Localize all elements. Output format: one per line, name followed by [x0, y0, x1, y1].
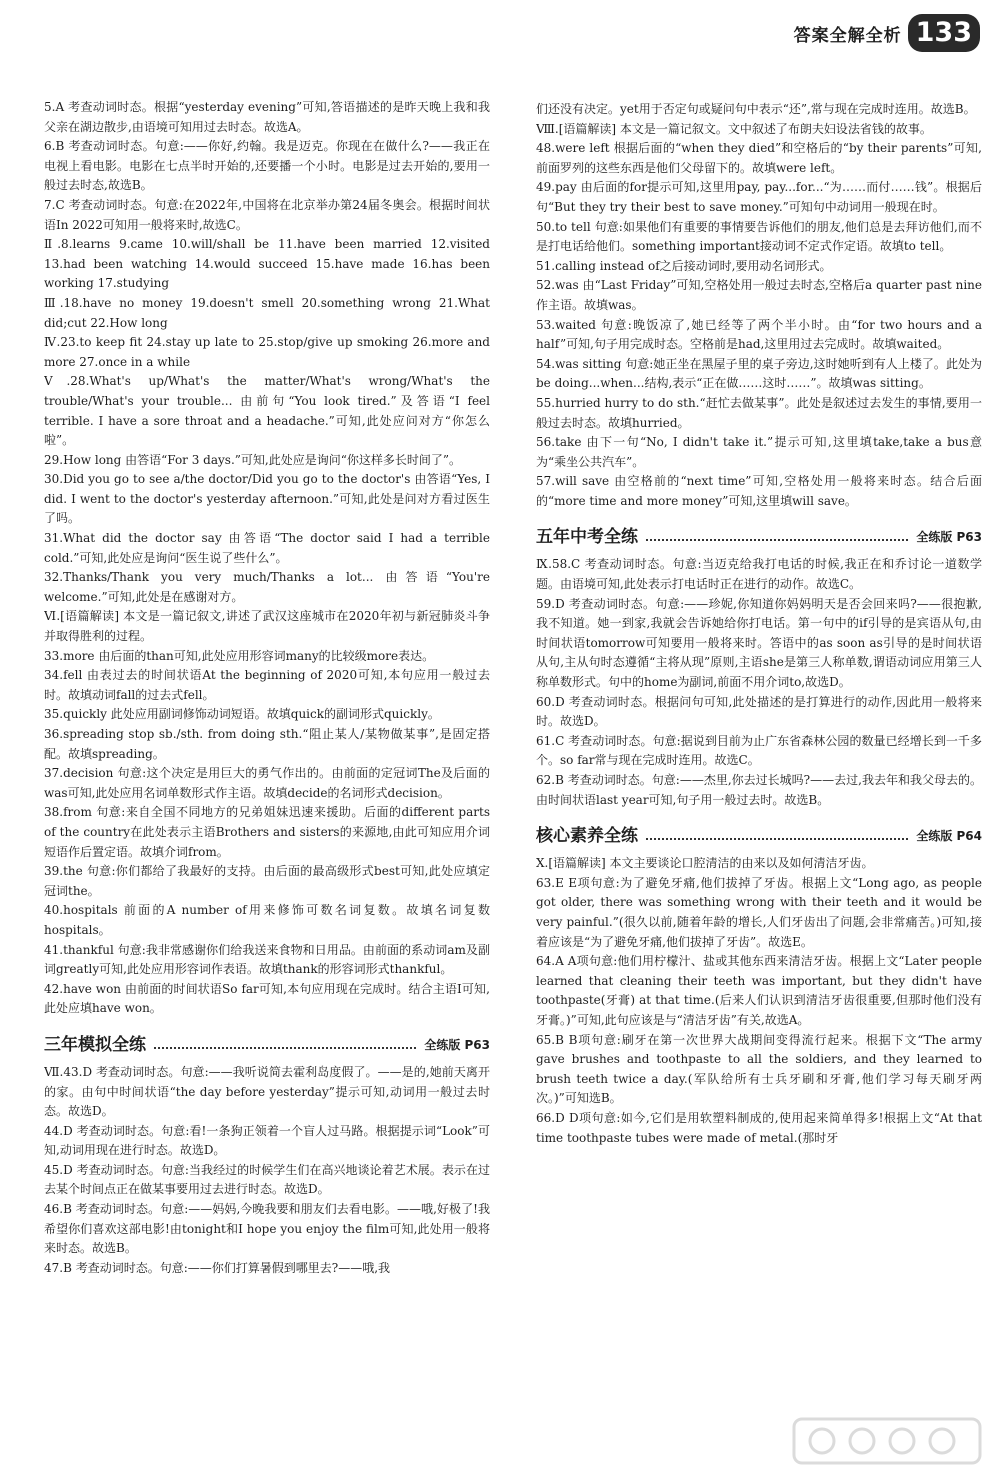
- answer-item: 36.spreading stop sb./sth. from doing sth.“阻止某人/某物做某事”,是固定搭配。故填spreading。: [44, 727, 490, 761]
- answer-item: 50.to tell 句意:如果他们有重要的事情要告诉他们的朋友,他们总是去拜访他们,而不是打电话给他们。something important接动词不定式作定语。故填to tell。: [536, 219, 982, 254]
- answer-item: Ⅹ.[语篇解读] 本文主要谈论口腔清洁的由来以及如何清洁牙齿。: [536, 856, 874, 871]
- section-ref: 全练版 P63: [916, 530, 982, 545]
- answer-item: 49.pay 由后面的for提示可知,这里用pay, pay...for...“为……而付……钱”。根据后句“But they try their best to save money.”可知句中动词用一般现在时。: [536, 180, 982, 214]
- answer-item: 34.fell 由表过去的时间状语At the beginning of 2020可知,本句应用一般过去时。故填动词fall的过去式fell。: [44, 668, 490, 702]
- answer-item: Ⅶ.43.D 考查动词时态。句意:——我听说简去霍利岛度假了。——是的,她前天离开的家。由句中时间状语“the day before yesterday”提示可知,动词用一般过去时态。故选D。: [44, 1064, 490, 1119]
- section-header-five-year: [536, 521, 982, 547]
- section-header-core: [536, 820, 982, 846]
- answer-item: 54.was sitting 句意:她正坐在黑屋子里的桌子旁边,这时她听到有人上楼了。此处为be doing...when...结构,表示“正在做……这时……”。故填was sitting。: [536, 356, 982, 391]
- answer-item: 6.B 考查动词时态。句意:——你好,约翰。我是迈克。你现在在做什么?——我正在电视上看电影。电影在七点半时开始的,还要播一个小时。电影是过去开始的,要用一般过去时态,故选B。: [44, 139, 490, 193]
- answer-item: 37.decision 句意:这个决定是用巨大的勇气作出的。由前面的定冠词The及后面的was可知,此处应用名词单数形式作主语。故填decide的名词形式decision。: [44, 766, 490, 800]
- answer-item: 39.the 句意:你们都给了我最好的支持。由后面的最高级形式best可知,此处应填定冠词the。: [44, 864, 490, 898]
- right-answers: [536, 100, 982, 511]
- answer-item: Ⅷ.[语篇解读] 本文是一篇记叙文。文中叙述了布朗夫妇设法省钱的故事。: [536, 121, 932, 136]
- answer-item: 47.B 考查动词时态。句意:——你们打算暑假到哪里去?——哦,我: [44, 1260, 391, 1275]
- answer-item: 52.was 由“Last Friday”可知,空格处用一般过去时态,空格后a quarter past nine作主语。故填was。: [536, 278, 982, 312]
- answer-item: 40.hospitals 前面的A number of用来修饰可数名词复数。故填名词复数hospitals。: [44, 903, 490, 937]
- right-column: [536, 100, 982, 1480]
- dotted-leader: [646, 838, 908, 840]
- answer-item: 7.C 考查动词时态。句意:在2022年,中国将在北京举办第24届冬奥会。根据时间状语In 2022可知用一般将来时,故选C。: [44, 197, 490, 232]
- page-header: [794, 10, 980, 56]
- answer-item: 55.hurried hurry to do sth.“赶忙去做某事”。此处是叙述过去发生的事情,要用一般过去时态。故填hurried。: [536, 395, 982, 430]
- dotted-leader: [646, 539, 908, 541]
- answer-item: Ⅱ.8.learns 9.came 10.will/shall be 11.have been married 12.visited 13.had been watching 14.would succeed 15.have made 16.has been working 17.studying: [44, 237, 490, 291]
- answer-item: 30.Did you go to see a/the doctor/Did you go to the doctor's 由答语“Yes, I did. I went to the doctor's yesterday afternoon.”可知,此处是问对方看过医生了吗。: [44, 472, 490, 526]
- answer-item: 60.D 考查动词时态。根据问句可知,此处描述的是打算进行的动作,因此用一般将来时。故选D。: [536, 694, 982, 729]
- right-answers-3: [536, 854, 982, 1148]
- left-answers-2: [44, 1063, 490, 1279]
- answer-item: 56.take 由下一句“No, I didn't take it.”提示可知,这里填take,take a bus意为“乘坐公共汽车”。: [536, 435, 982, 469]
- answer-item: 46.B 考查动词时态。句意:——妈妈,今晚我要和朋友们去看电影。——哦,好极了!我希望你们喜欢这部电影!由tonight和I hope you enjoy the film可知,此处用一般将来时态。故选B。: [44, 1202, 490, 1256]
- left-answers: [44, 98, 490, 1019]
- answer-item: 51.calling instead of之后接动词时,要用动名词形式。: [536, 258, 832, 273]
- answer-item: 5.A 考查动词时态。根据“yesterday evening”可知,答语描述的是昨天晚上我和我父亲在湖边散步,由语境可知用过去时态。故选A。: [44, 100, 490, 134]
- answer-item: 们还没有决定。yet用于否定句或疑问句中表示“还”,常与现在完成时连用。故选B。: [536, 102, 976, 116]
- page-number: 133: [908, 14, 980, 52]
- answer-item: 61.C 考查动词时态。句意:据说到目前为止广东省森林公园的数量已经增长到一千多个。so far常与现在完成时连用。故选C。: [536, 733, 982, 768]
- section-ref: 全练版 P63: [424, 1037, 490, 1052]
- answer-item: 48.were left 根据后面的“when they died”和空格后的“by their parents”可知,前面罗列的这些东西是他们父母留下的。故填were left。: [536, 141, 982, 175]
- section-title: 三年模拟全练: [44, 1034, 146, 1055]
- answer-item: Ⅴ.28.What's up/What's the matter/What's wrong/What's the trouble/What's your trouble... 由前句“You look tired.”及答语“I feel terrible. I have a sore throat and a headache.”可知,此处应问对方“你怎么啦”。: [44, 374, 490, 448]
- answer-item: Ⅲ.18.have no money 19.doesn't smell 20.something wrong 21.What did;cut 22.How long: [44, 295, 490, 330]
- answer-item: 45.D 考查动词时态。句意:当我经过的时候学生们在高兴地谈论着艺术展。表示在过去某个时间点正在做某事要用过去进行时态。故选D。: [44, 1162, 490, 1197]
- answer-item: 33.more 由后面的than可知,此处应用形容词many的比较级more表达。: [44, 648, 435, 663]
- answer-item: Ⅵ.[语篇解读] 本文是一篇记叙文,讲述了武汉这座城市在2020年初与新冠肺炎斗争并取得胜利的过程。: [44, 609, 490, 644]
- answer-item: 31.What did the doctor say 由答语“The doctor said I had a terrible cold.”可知,此处应是询问“医生说了些什么”。: [44, 531, 490, 565]
- answer-item: 53.waited 句意:晚饭凉了,她已经等了两个半小时。由“for two hours and a half”可知,句子用完成时态。空格前是had,这里用过去完成时。故填waited。: [536, 317, 982, 352]
- answer-item: 62.B 考查动词时态。句意:——杰里,你去过长城吗?——去过,我去年和我父母去的。由时间状语last year可知,句子用一般过去时。故选B。: [536, 773, 982, 807]
- answer-item: 38.from 句意:来自全国不同地方的兄弟姐妹迅速来援助。后面的different parts of the country在此处表示主语Brothers and sisters的来源地,由此可知应用介词短语作后置定语。故填介词from。: [44, 805, 490, 859]
- answer-item: 64.A A项句意:他们用柠檬汁、盐或其他东西来清洁牙齿。根据上文“Later people learned that cleaning their teeth was important, but they didn't have toothpaste(牙膏) at that time.(后来人们认识到清洁牙齿很重要,但那时他们没有牙膏。)”可知,此句应该是与“清洁牙齿”有关,故选A。: [536, 954, 982, 1027]
- watermark-logo: [792, 1413, 982, 1469]
- answer-item: 41.thankful 句意:我非常感谢你们给我送来食物和日用品。由前面的系动词am及副词greatly可知,此处应用形容词作表语。故填thank的形容词形式thankful。: [44, 942, 490, 977]
- left-column: [44, 98, 490, 1433]
- answer-item: 63.E E项句意:为了避免牙痛,他们拔掉了牙齿。根据上文“Long ago, as people got older, there was something wrong with their teeth and it would be very painful.”(很久以前,随着年龄的增长,人们牙齿出了问题,会非常痛苦。)可知,接着应该是“为了避免牙痛,他们拔掉了牙齿”。故选E。: [536, 875, 982, 949]
- section-header-three-year: [44, 1029, 490, 1055]
- section-title: 核心素养全练: [536, 826, 638, 847]
- answer-item: 32.Thanks/Thank you very much/Thanks a lot... 由答语“You're welcome.”可知,此处是在感谢对方。: [44, 570, 490, 604]
- answer-item: 42.have won 由前面的时间状语So far可知,本句应用现在完成时。结合主语I可知,此处应填have won。: [44, 981, 490, 1016]
- header-title: 答案全解全析: [793, 25, 902, 46]
- section-title: 五年中考全练: [536, 527, 638, 548]
- right-answers-2: [536, 555, 982, 810]
- answer-item: 29.How long 由答语“For 3 days.”可知,此处应是询问“你这样多长时间了”。: [44, 452, 461, 467]
- section-ref: 全练版 P64: [916, 829, 982, 844]
- dotted-leader: [154, 1047, 416, 1049]
- answer-item: 59.D 考查动词时态。句意:——珍妮,你知道你妈妈明天是否会回来吗?——很抱歉,我不知道。她一到家,我就会告诉她给你打电话。第一句中的if引导的是宾语从句,由时间状语tomorrow可知要用一般将来时。答语中的as soon as引导的是时间状语从句,主从句时态遵循“主将从现”原则,主语she是第三人称单数,谓语动词应用第三人称单数形式。句中的home为副词,前面不用介词to,故选D。: [536, 596, 982, 690]
- answer-item: 57.will save 由空格前的“next time”可知,空格处用一般将来时态。结合后面的“more time and more money”可知,这里填will save。: [536, 474, 982, 508]
- answer-item: 35.quickly 此处应用副词修饰动词短语。故填quick的副词形式quickly。: [44, 707, 440, 722]
- answer-item: 44.D 考查动词时态。句意:看!一条狗正领着一个盲人过马路。根据提示词“Look”可知,动词用现在进行时态。故选D。: [44, 1123, 490, 1158]
- answer-item: 65.B B项句意:刷牙在第一次世界大战期间变得流行起来。根据下文“The army gave brushes and toothpaste to all the soldiers, and they learned to brush teeth twice a day.(军队给所有士兵牙刷和牙膏,他们学习每天刷牙两次。)”可知选B。: [536, 1032, 982, 1106]
- answer-item: Ⅳ.23.to keep fit 24.stay up late to 25.stop/give up smoking 26.more and more 27.once in a while: [44, 335, 490, 369]
- answer-item: 66.D D项句意:如今,它们是用软塑料制成的,使用起来简单得多!根据上文“At that time toothpaste tubes were made of metal.(那时牙: [536, 1110, 982, 1145]
- answer-item: Ⅸ.58.C 考查动词时态。句意:当迈克给我打电话的时候,我正在和乔讨论一道数学题。由语境可知,此处表示打电话时正在进行的动作。故选C。: [536, 557, 982, 592]
